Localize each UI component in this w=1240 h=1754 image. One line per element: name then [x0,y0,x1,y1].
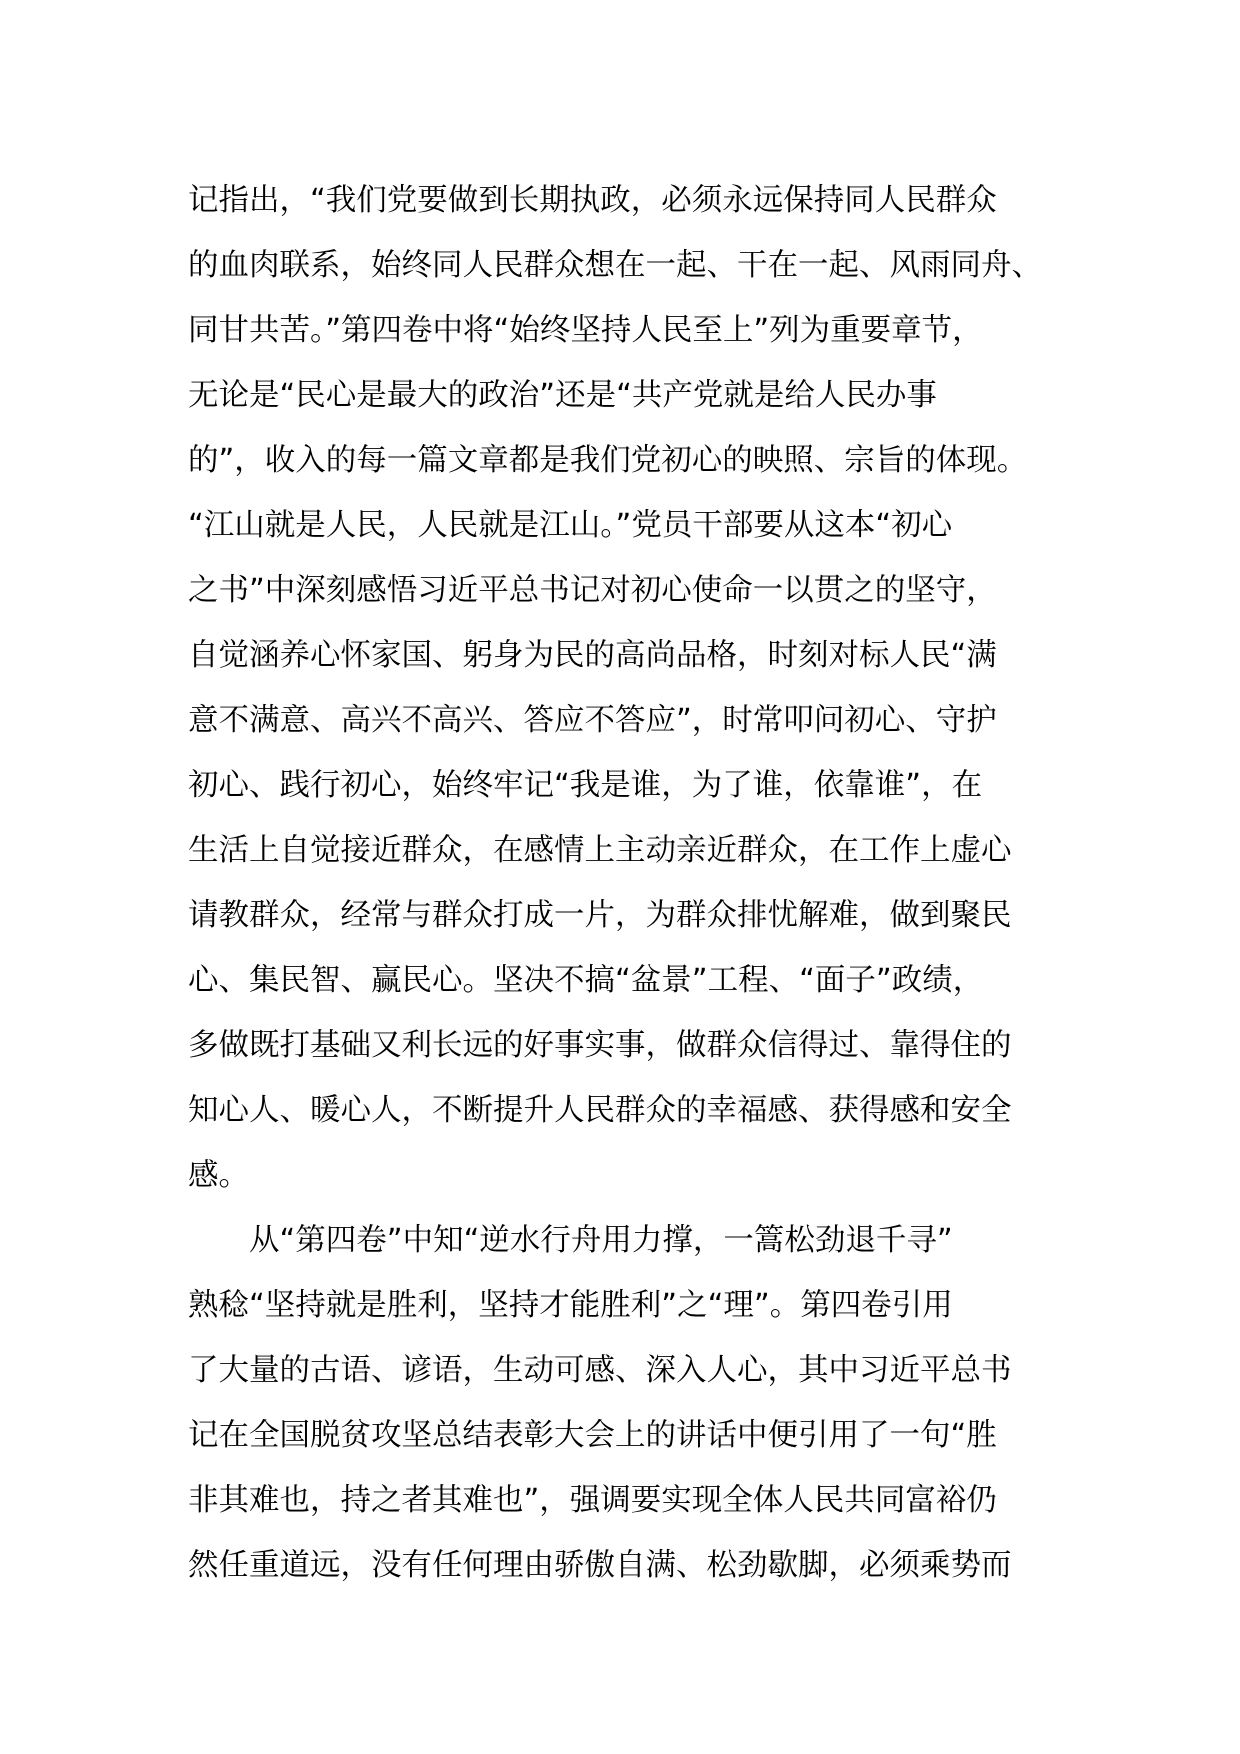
text-line: 熟稔“坚持就是胜利，坚持才能胜利”之“理”。第四卷引用 [188,1288,953,1323]
text-line: 请教群众，经常与群众打成一片，为群众排忧解难，做到聚民 [188,898,1012,933]
text-line: 同甘共苦。”第四卷中将“始终坚持人民至上”列为重要章节， [188,313,983,348]
text-line: 记在全国脱贫攻坚总结表彰大会上的讲话中便引用了一句“胜 [188,1418,997,1453]
text-line: 然任重道远，没有任何理由骄傲自满、松劲歇脚，必须乘势而 [188,1548,1012,1583]
text-line: 了大量的古语、谚语，生动可感、深入人心，其中习近平总书 [188,1353,1012,1388]
text-line: 之书”中深刻感悟习近平总书记对初心使命一以贯之的坚守， [188,573,997,608]
paragraph-2 [188,1208,1088,1598]
text-line: 生活上自觉接近群众，在感情上主动亲近群众，在工作上虚心 [188,833,1012,868]
text-line-indented: 从“第四卷”中知“逆水行舟用力撑，一篙松劲退千寻” [249,1223,953,1258]
text-line: 非其难也，持之者其难也”，强调要实现全体人民共同富裕仍 [188,1483,997,1518]
text-line: 记指出，“我们党要做到长期执政，必须永远保持同人民群众 [188,183,997,218]
text-line: 意不满意、高兴不高兴、答应不答应”，时常叩问初心、守护 [188,703,997,738]
text-line: 自觉涵养心怀家国、躬身为民的高尚品格，时刻对标人民“满 [188,638,997,673]
text-line: 多做既打基础又利长远的好事实事，做群众信得过、靠得住的 [188,1028,1012,1063]
text-line: “江山就是人民，人民就是江山。”党员干部要从这本“初心 [188,508,953,543]
text-line: 感。 [188,1158,249,1193]
text-line: 心、集民智、赢民心。坚决不搞“盆景”工程、“面子”政绩， [188,963,984,998]
text-line: 知心人、暖心人，不断提升人民群众的幸福感、获得感和安全 [188,1093,1012,1128]
document-body [188,168,1088,1598]
paragraph-1 [188,168,1088,1208]
text-line: 的”，收入的每一篇文章都是我们党初心的映照、宗旨的体现。 [188,443,1028,478]
text-line: 初心、践行初心，始终牢记“我是谁，为了谁，依靠谁”，在 [188,768,983,803]
text-line: 的血肉联系，始终同人民群众想在一起、干在一起、风雨同舟、 [188,248,1042,283]
text-line: 无论是“民心是最大的政治”还是“共产党就是给人民办事 [188,378,937,413]
